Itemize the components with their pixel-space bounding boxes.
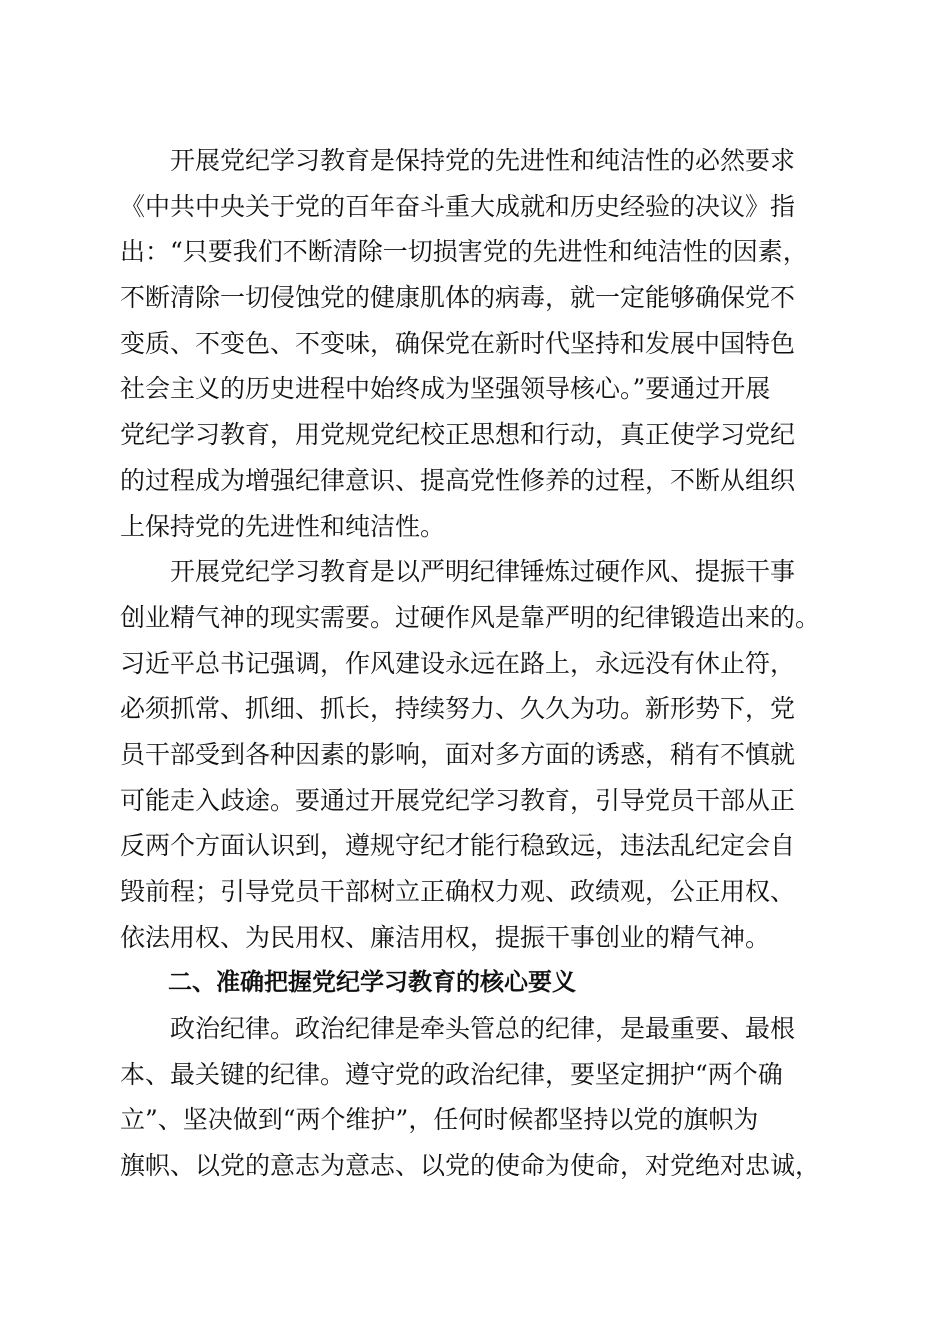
text-line: 《中共中央关于党的百年奋斗重大成就和历史经验的决议》指 (120, 191, 796, 221)
text-line: 创业精气神的现实需要。过硬作风是靠严明的纪律锻造出来的。 (120, 602, 821, 632)
text-line: 习近平总书记强调，作风建设永远在路上，永远没有休止符， (120, 648, 796, 678)
text-line: 可能走入歧途。要通过开展党纪学习教育，引导党员干部从正 (120, 785, 796, 815)
text-line: 社会主义的历史进程中始终成为坚强领导核心。”要通过开展 (120, 374, 771, 404)
text-line: 依法用权、为民用权、廉洁用权，提振干事创业的精气神。 (120, 922, 771, 952)
text-line: 必须抓常、抓细、抓长，持续努力、久久为功。新形势下，党 (120, 694, 796, 724)
text-line: 出：“只要我们不断清除一切损害党的先进性和纯洁性的因素， (120, 237, 808, 267)
paragraph (120, 138, 836, 549)
text-line: 本、最关键的纪律。遵守党的政治纪律，要坚定拥护“两个确 (120, 1059, 783, 1089)
text-line: 反两个方面认识到，遵规守纪才能行稳致远，违法乱纪定会自 (120, 831, 796, 861)
text-line: 旗帜、以党的意志为意志、以党的使命为使命，对党绝对忠诚， (120, 1151, 821, 1181)
text-line: 开展党纪学习教育是保持党的先进性和纯洁性的必然要求 (120, 146, 796, 175)
paragraph (120, 1006, 836, 1189)
text-line: 变质、不变色、不变味，确保党在新时代坚持和发展中国特色 (120, 328, 796, 358)
text-line: 毁前程；引导党员干部树立正确权力观、政绩观，公正用权、 (120, 877, 796, 906)
text-line: 的过程成为增强纪律意识、提高党性修养的过程，不断从组织 (120, 465, 796, 495)
text-line: 上保持党的先进性和纯洁性。 (120, 511, 446, 541)
text-line: 员干部受到各种因素的影响，面对多方面的诱惑，稍有不慎就 (120, 739, 796, 769)
text-line: 党纪学习教育，用党规党纪校正思想和行动，真正使学习党纪 (120, 420, 796, 450)
section-heading: 二、准确把握党纪学习教育的核心要义 (120, 968, 576, 997)
paragraph (120, 549, 836, 960)
text-line: 立”、坚决做到“两个维护”，任何时候都坚持以党的旗帜为 (120, 1105, 759, 1135)
text-line: 不断清除一切侵蚀党的健康肌体的病毒，就一定能够确保党不 (120, 283, 796, 313)
text-line: 开展党纪学习教育是以严明纪律锤炼过硬作风、提振干事 (120, 557, 796, 587)
document-page (120, 138, 836, 1189)
text-line: 政治纪律。政治纪律是牵头管总的纪律，是最重要、最根 (120, 1014, 796, 1044)
